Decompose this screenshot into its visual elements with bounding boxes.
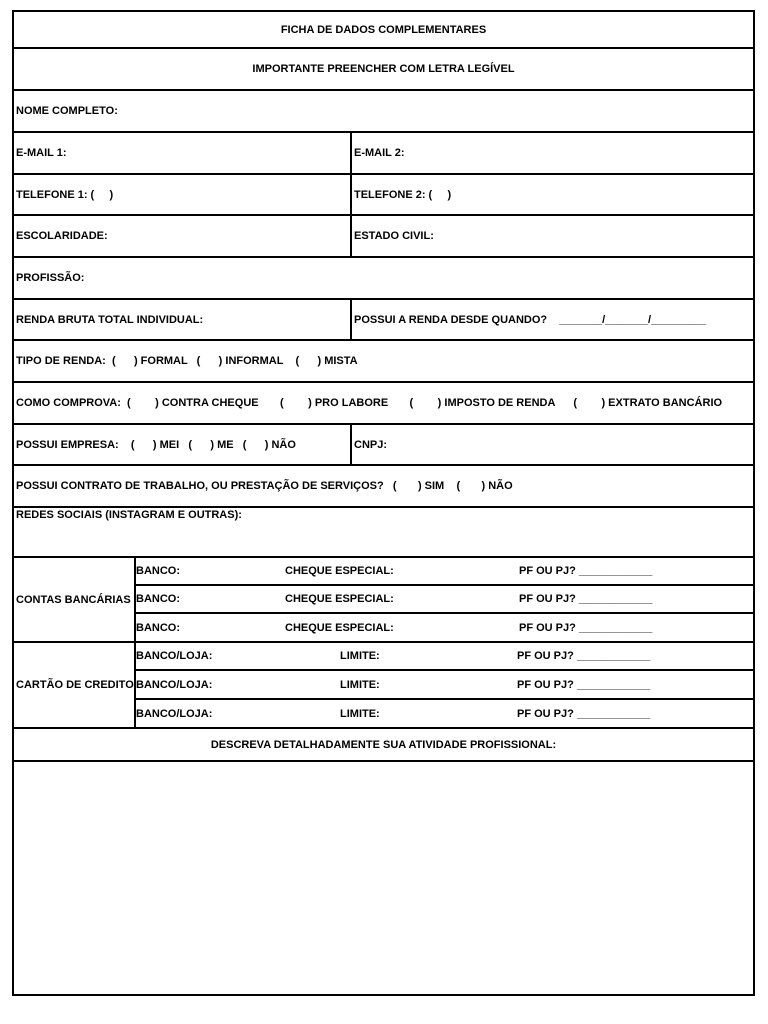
profissao-row (14, 258, 753, 300)
possui-empresa-options[interactable]: POSSUI EMPRESA: ( ) MEI ( ) ME ( ) NÃO (16, 438, 296, 451)
redes-sociais-row[interactable] (14, 508, 753, 558)
empresa-row (14, 425, 753, 466)
pf-pj-label: PF OU PJ? ____________ (517, 678, 651, 691)
pf-pj-label: PF OU PJ? ____________ (517, 650, 651, 662)
cartao-row[interactable] (136, 643, 753, 671)
cartao-credito-section (14, 643, 753, 729)
banco-loja-label: BANCO/LOJA: (136, 707, 213, 720)
escolaridade-field[interactable]: ESCOLARIDADE: (16, 230, 108, 242)
pf-pj-label: PF OU PJ? ____________ (519, 593, 653, 605)
banco-loja-label: BANCO/LOJA: (136, 650, 213, 662)
atividade-text-area[interactable] (14, 762, 753, 994)
renda-desde-field[interactable]: POSSUI A RENDA DESDE QUANDO? _______/_______/_________ (354, 313, 707, 326)
contas-bancarias-section (14, 558, 753, 643)
banco-label: BANCO: (136, 593, 180, 605)
conta-row[interactable] (136, 586, 753, 614)
contas-bancarias-label: CONTAS BANCÁRIAS (16, 593, 131, 606)
tipo-renda-row (14, 341, 753, 383)
descreva-row (14, 729, 753, 762)
cheque-especial-label: CHEQUE ESPECIAL: (285, 593, 394, 605)
cheque-especial-label: CHEQUE ESPECIAL: (285, 565, 394, 577)
escolaridade-row (14, 216, 753, 258)
pf-pj-label: PF OU PJ? ____________ (519, 621, 653, 634)
pf-pj-label: PF OU PJ? ____________ (517, 707, 651, 720)
cartao-credito-label: CARTÃO DE CREDITO (16, 679, 134, 691)
subtitle-row (14, 49, 753, 91)
renda-row (14, 300, 753, 341)
profissao-field[interactable]: PROFISSÃO: (16, 272, 85, 284)
como-comprova-options[interactable]: COMO COMPROVA: ( ) CONTRA CHEQUE ( ) PRO LABORE ( ) IMPOSTO DE RENDA ( ) EXTRATO BANCÁRIO (16, 397, 723, 409)
title-row (14, 12, 753, 49)
pf-pj-label: PF OU PJ? ____________ (519, 565, 653, 577)
cnpj-field[interactable]: CNPJ: (354, 438, 388, 451)
banco-loja-label: BANCO/LOJA: (136, 678, 213, 691)
conta-row[interactable] (136, 558, 753, 586)
descreva-label: DESCREVA DETALHADAMENTE SUA ATIVIDADE PROFISSIONAL: (210, 738, 557, 751)
redes-sociais-label: REDES SOCIAIS (INSTAGRAM E OUTRAS): (16, 509, 242, 521)
limite-label: LIMITE: (340, 678, 380, 691)
estado-civil-field[interactable]: ESTADO CIVIL: (354, 230, 434, 242)
form-subtitle: IMPORTANTE PREENCHER COM LETRA LEGÍVEL (252, 63, 515, 75)
email2-field[interactable]: E-MAIL 2: (354, 147, 405, 159)
email1-field[interactable]: E-MAIL 1: (16, 147, 67, 159)
nome-row[interactable] (14, 91, 753, 133)
form-title: FICHA DE DADOS COMPLEMENTARES (280, 23, 487, 36)
email-row (14, 133, 753, 175)
renda-bruta-field[interactable]: RENDA BRUTA TOTAL INDIVIDUAL: (16, 313, 204, 326)
cheque-especial-label: CHEQUE ESPECIAL: (285, 621, 394, 634)
conta-row[interactable] (136, 614, 753, 641)
form-sheet (12, 10, 755, 996)
telefone-row (14, 175, 753, 216)
limite-label: LIMITE: (340, 707, 380, 720)
banco-label: BANCO: (136, 621, 180, 634)
telefone1-field[interactable]: TELEFONE 1: ( ) (16, 188, 114, 201)
limite-label: LIMITE: (340, 650, 380, 662)
cartao-row[interactable] (136, 700, 753, 727)
tipo-renda-options[interactable]: TIPO DE RENDA: ( ) FORMAL ( ) INFORMAL ( ) MISTA (16, 355, 358, 367)
telefone2-field[interactable]: TELEFONE 2: ( ) (354, 188, 452, 201)
cartao-row[interactable] (136, 671, 753, 700)
banco-label: BANCO: (136, 565, 180, 577)
contrato-options[interactable]: POSSUI CONTRATO DE TRABALHO, OU PRESTAÇÃO DE SERVIÇOS? ( ) SIM ( ) NÃO (16, 480, 513, 492)
contrato-row (14, 466, 753, 508)
nome-label: NOME COMPLETO: (16, 105, 118, 117)
como-comprova-row (14, 383, 753, 425)
